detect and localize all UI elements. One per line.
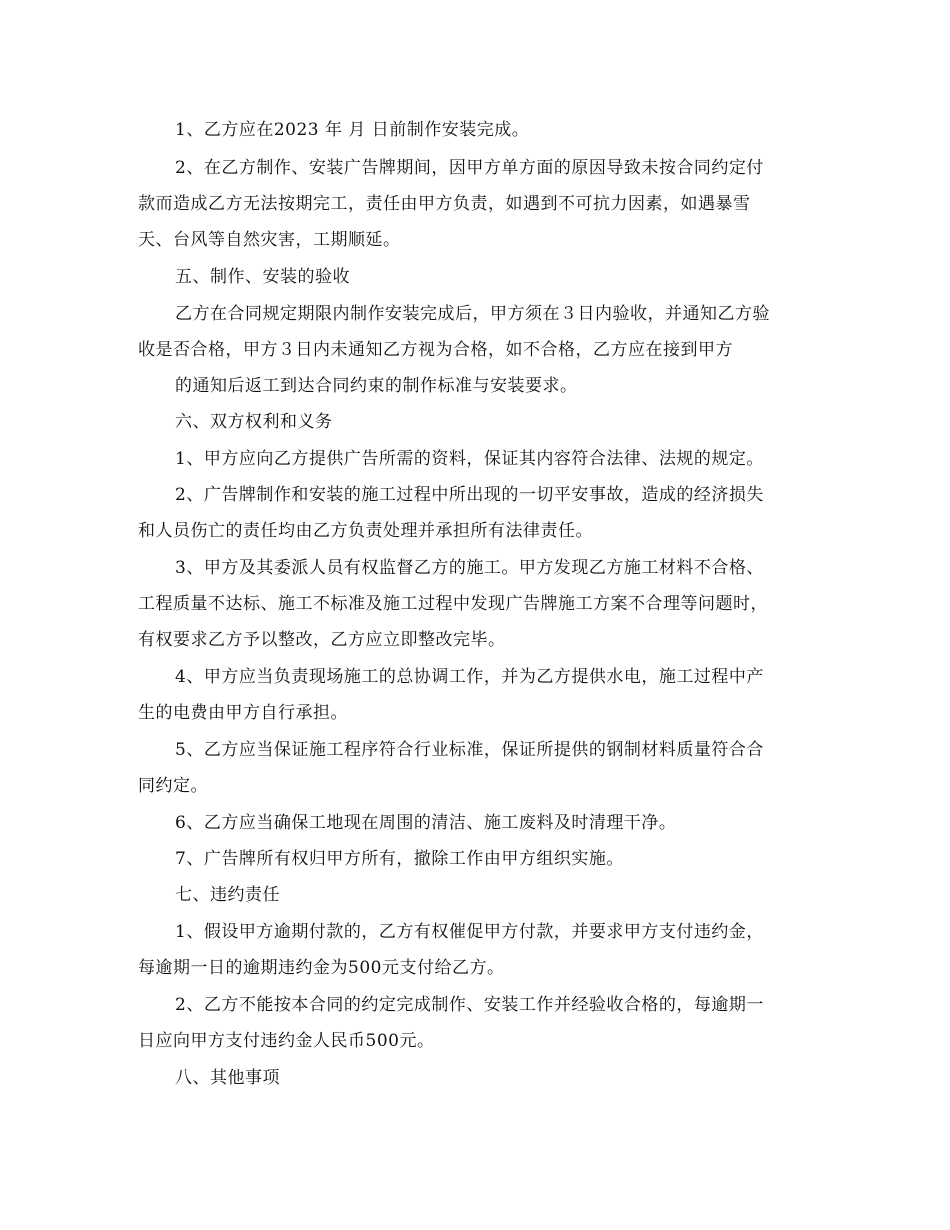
paragraph-line: 同约定。 xyxy=(138,776,208,796)
paragraph-line: 5、乙方应当保证施工程序符合行业标准，保证所提供的钢制材料质量符合合 xyxy=(175,740,764,760)
paragraph-line: 3、甲方及其委派人员有权监督乙方的施工。甲方发现乙方施工材料不合格、 xyxy=(175,558,764,578)
paragraph-line: 1、乙方应在2023 年 月 日前制作安装完成。 xyxy=(175,120,530,140)
section-heading: 八、其他事项 xyxy=(175,1068,280,1088)
section-heading: 五、制作、安装的验收 xyxy=(175,267,350,287)
paragraph-line: 6、乙方应当确保工地现在周围的清洁、施工废料及时清理干净。 xyxy=(175,813,677,833)
paragraph-line: 每逾期一日的逾期违约金为500元支付给乙方。 xyxy=(138,958,505,978)
paragraph-line: 4、甲方应当负责现场施工的总协调工作，并为乙方提供水电，施工过程中产 xyxy=(175,667,764,687)
paragraph-line: 收是否合格，甲方３日内未通知乙方视为合格，如不合格，乙方应在接到甲方 xyxy=(138,340,733,360)
paragraph-line: 的通知后返工到达合同约束的制作标准与安装要求。 xyxy=(175,376,578,396)
paragraph-line: 日应向甲方支付违约金人民币500元。 xyxy=(138,1031,435,1051)
paragraph-line: 生的电费由甲方自行承担。 xyxy=(138,703,348,723)
section-heading: 六、双方权利和义务 xyxy=(175,412,333,432)
paragraph-line: 乙方在合同规定期限内制作安装完成后，甲方须在３日内验收，并通知乙方验 xyxy=(175,304,770,324)
paragraph-line: 和人员伤亡的责任均由乙方负责处理并承担所有法律责任。 xyxy=(138,521,593,541)
paragraph-line: 1、甲方应向乙方提供广告所需的资料，保证其内容符合法律、法规的规定。 xyxy=(175,449,764,469)
section-heading: 七、违约责任 xyxy=(175,885,280,905)
paragraph-line: 2、广告牌制作和安装的施工过程中所出现的一切平安事故，造成的经济损失 xyxy=(175,485,764,505)
paragraph-line: 2、在乙方制作、安装广告牌期间，因甲方单方面的原因导致未按合同约定付 xyxy=(175,158,764,178)
paragraph-line: 天、台风等自然灾害，工期顺延。 xyxy=(138,230,401,250)
paragraph-line: 1、假设甲方逾期付款的，乙方有权催促甲方付款，并要求甲方支付违约金， xyxy=(175,922,764,942)
paragraph-line: 工程质量不达标、施工不标准及施工过程中发现广告牌施工方案不合理等问题时， xyxy=(138,594,768,614)
paragraph-line: 款而造成乙方无法按期完工，责任由甲方负责，如遇到不可抗力因素，如遇暴雪 xyxy=(138,194,751,214)
paragraph-line: 2、乙方不能按本合同的约定完成制作、安装工作并经验收合格的，每逾期一 xyxy=(175,995,764,1015)
paragraph-line: 有权要求乙方予以整改，乙方应立即整改完毕。 xyxy=(138,630,506,650)
paragraph-line: 7、广告牌所有权归甲方所有，撤除工作由甲方组织实施。 xyxy=(175,849,624,869)
